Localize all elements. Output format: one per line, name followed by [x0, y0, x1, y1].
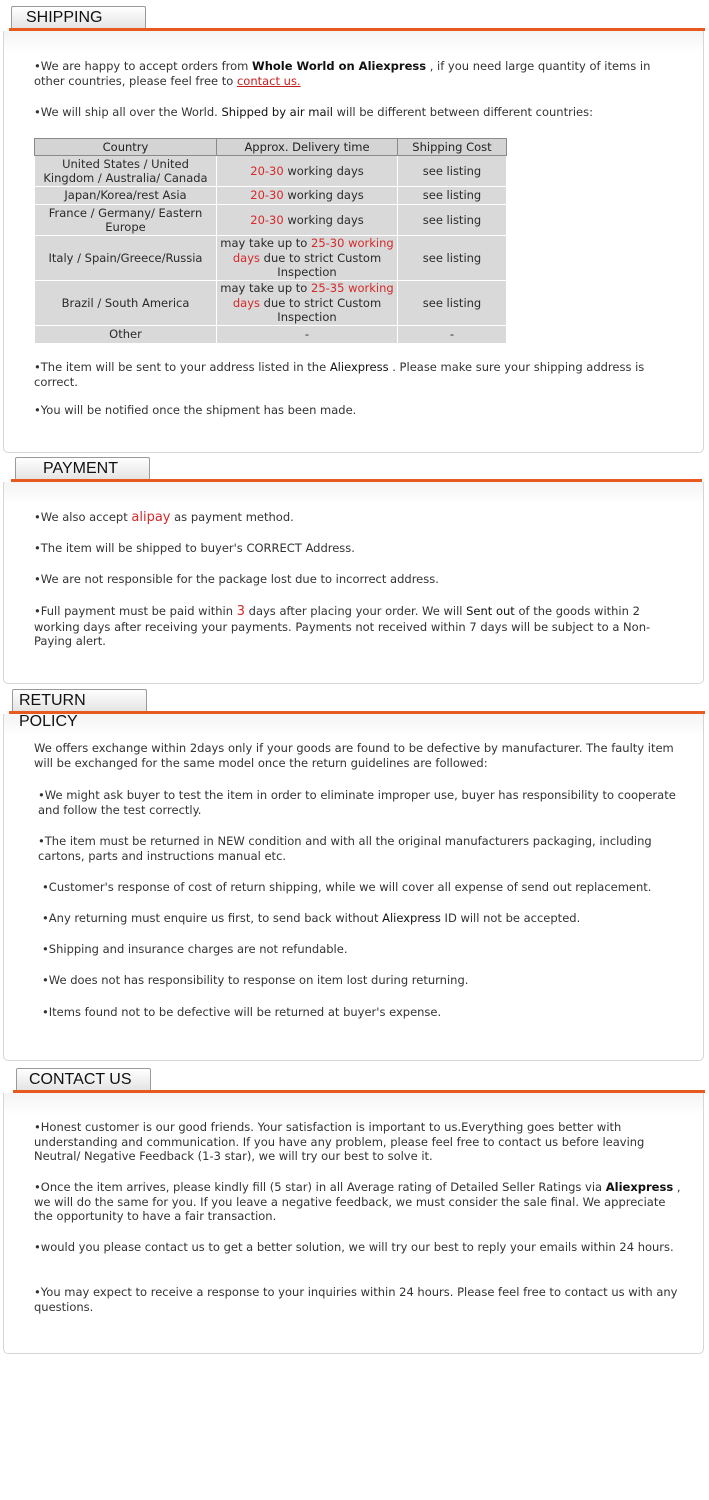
return-item-charges: •Shipping and insurance charges are not refundable. — [42, 942, 348, 956]
country-cell: Brazil / South America — [35, 281, 217, 326]
delivery-cell: may take up to 25-35 working days due to strict Custom Inspection — [217, 281, 398, 326]
shipping-tab: SHIPPING — [11, 6, 146, 28]
table-header-row — [35, 139, 507, 156]
country-cell: Japan/Korea/rest Asia — [35, 187, 217, 205]
return-item-new: •The item must be returned in NEW condition and with all the original manufacturers packaging, including cartons, parts and instructions manual etc. — [38, 834, 652, 863]
payment-section — [0, 455, 709, 687]
cost-cell: see listing — [398, 187, 507, 205]
contact-panel — [3, 1093, 704, 1354]
payment-panel — [3, 482, 704, 684]
contact-expect-response-text: •You may expect to receive a response to your inquiries within 24 hours. Please feel free to contact us with any questions. — [34, 1285, 678, 1314]
table-row — [35, 205, 507, 236]
ship-world-text: •We will ship all over the World. Shipped by air mail will be different between different countries: — [34, 105, 593, 119]
shipping-panel — [3, 31, 704, 453]
cost-cell: see listing — [398, 236, 507, 281]
cost-cell: see listing — [398, 205, 507, 236]
table-row — [35, 326, 507, 344]
country-cell: Italy / Spain/Greece/Russia — [35, 236, 217, 281]
delivery-cell: - — [217, 326, 398, 344]
return-policy-section — [0, 687, 709, 1063]
shipping-notified-text: •You will be notified once the shipment has been made. — [34, 403, 357, 417]
table-row — [35, 187, 507, 205]
payment-full-payment-text: •Full payment must be paid within 3 days after placing your order. We will Sent out of the goods within 2 working days after receiving your payments. Payments not received within 7 days will be subject to a Non-Paying alert. — [34, 604, 651, 648]
shipping-intro: •We are happy to accept orders from Whole World on Aliexpress , if you need large quantity of items in other countries, please feel free to contact us. — [34, 59, 651, 88]
payment-address-text: •The item will be shipped to buyer's CORRECT Address. — [34, 541, 355, 555]
cost-cell: - — [398, 326, 507, 344]
table-row — [35, 156, 507, 187]
contact-tab: CONTACT US — [16, 1068, 151, 1090]
return-policy-tab: RETURN POLICY — [12, 689, 147, 711]
return-item-cost: •Customer's response of cost of return shipping, while we will cover all expense of send out replacement. — [42, 880, 652, 894]
payment-alipay-text: •We also accept alipay as payment method. — [34, 510, 294, 525]
delivery-cell: may take up to 25-30 working days due to strict Custom Inspection — [217, 236, 398, 281]
shipping-section — [0, 0, 709, 455]
header-shipping-cost: Shipping Cost — [398, 139, 507, 156]
delivery-cell: 20-30 working days — [217, 205, 398, 236]
return-policy-divider — [9, 711, 705, 714]
table-row — [35, 281, 507, 326]
return-item-lost: •We does not has responsibility to response on item lost during returning. — [42, 973, 469, 987]
contact-honest-text: •Honest customer is our good friends. Your satisfaction is important to us.Everything goes better with understanding and communication. If you have any problem, please feel free to contact us before leaving Neutral/ Negative Feedback (1-3 star), we will try our best to solve it. — [34, 1120, 645, 1163]
contact-better-solution-text: •would you please contact us to get a better solution, we will try our best to reply your emails within 24 hours. — [34, 1240, 674, 1254]
cost-cell: see listing — [398, 156, 507, 187]
contact-section — [0, 1063, 709, 1358]
contact-divider — [13, 1090, 705, 1093]
payment-tab: PAYMENT — [15, 457, 150, 479]
table-row — [35, 236, 507, 281]
cost-cell: see listing — [398, 281, 507, 326]
header-country: Country — [35, 139, 217, 156]
payment-not-responsible-text: •We are not responsible for the package lost due to incorrect address. — [34, 572, 439, 586]
delivery-cell: 20-30 working days — [217, 156, 398, 187]
return-item-enquire: •Any returning must enquire us first, to send back without Aliexpress ID will not be accepted. — [42, 911, 581, 925]
return-policy-panel — [3, 714, 704, 1061]
country-cell: United States / United Kingdom / Australia/ Canada — [35, 156, 217, 187]
return-item-expense: •Items found not to be defective will be returned at buyer's expense. — [42, 1005, 442, 1019]
country-cell: Other — [35, 326, 217, 344]
return-item-test: •We might ask buyer to test the item in order to eliminate improper use, buyer has responsibility to cooperate and follow the test correctly. — [38, 788, 676, 817]
delivery-cell: 20-30 working days — [217, 187, 398, 205]
header-delivery-time: Approx. Delivery time — [217, 139, 398, 156]
shipping-table — [34, 138, 507, 344]
contact-rating-text: •Once the item arrives, please kindly fill (5 star) in all Average rating of Detailed Seller Ratings via Aliexpress , we will do the same for you. If you leave a negative feedback, we must consider the sale final. We appreciate the opportunity to have a fair transaction. — [34, 1180, 681, 1223]
contact-us-link[interactable]: contact us. — [236, 73, 301, 88]
shipping-divider — [9, 28, 705, 31]
return-intro-text: We offers exchange within 2days only if your goods are found to be defective by manufacturer. The faulty item will be exchanged for the same model once the return guidelines are followed: — [34, 741, 674, 770]
shipping-address-text: •The item will be sent to your address listed in the Aliexpress . Please make sure your shipping address is correct. — [34, 360, 645, 389]
country-cell: France / Germany/ Eastern Europe — [35, 205, 217, 236]
payment-divider — [11, 479, 702, 482]
